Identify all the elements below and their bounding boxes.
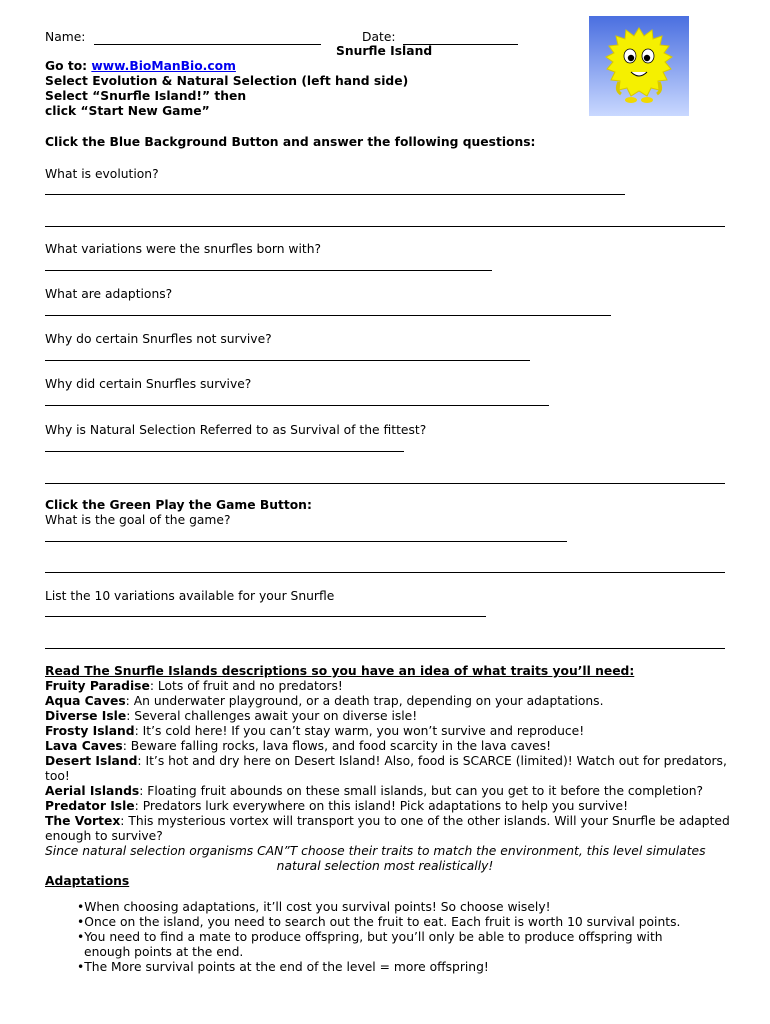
instruction-line-3: Select “Snurfle Island!” then — [45, 89, 247, 103]
island-name: Frosty Island — [45, 724, 135, 738]
answer-line[interactable] — [45, 405, 549, 406]
island-description: : Floating fruit abounds on these small islands, but can you get to it before the completion? — [139, 784, 704, 798]
island-name: Predator Isle — [45, 799, 135, 813]
island-lava-caves — [45, 739, 735, 754]
answer-line[interactable] — [45, 541, 567, 542]
island-description: : Several challenges await your on diverse isle! — [126, 709, 418, 723]
answer-line[interactable] — [45, 194, 625, 195]
island-description: : An underwater playground, or a death trap, depending on your adaptations. — [125, 694, 604, 708]
question-not-survive: Why do certain Snurfles not survive? — [45, 332, 272, 346]
name-blank[interactable] — [94, 44, 321, 45]
island-aqua-caves — [45, 694, 735, 709]
island-desert-island — [45, 754, 735, 784]
island-name: Desert Island — [45, 754, 138, 768]
instruction-line-4: click “Start New Game” — [45, 104, 210, 118]
island-diverse-isle — [45, 709, 735, 724]
answer-line[interactable] — [45, 315, 611, 316]
answer-line[interactable] — [45, 483, 725, 484]
answer-line[interactable] — [45, 572, 725, 573]
name-field-row — [45, 30, 85, 45]
bullet-icon: • — [77, 915, 85, 929]
goto-line — [45, 59, 236, 74]
island-description: : It’s hot and dry here on Desert Island! Also, food is SCARCE (limited)! Watch out for predators, too! — [45, 754, 727, 783]
island-name: Lava Caves — [45, 739, 123, 753]
island-frosty-island — [45, 724, 735, 739]
question-adaptions: What are adaptions? — [45, 287, 173, 301]
date-field-row — [362, 30, 396, 45]
island-aerial-islands — [45, 784, 735, 799]
island-name: Fruity Paradise — [45, 679, 150, 693]
adaptation-bullet: •You need to find a mate to produce offspring, but you’ll only be able to produce offspring with enough points at the end. — [77, 930, 663, 959]
answer-line[interactable] — [45, 616, 486, 617]
answer-line[interactable] — [45, 360, 530, 361]
island-name: The Vortex — [45, 814, 121, 828]
island-description: : Predators lurk everywhere on this island! Pick adaptations to help you survive! — [134, 799, 629, 813]
adaptation-bullet: •When choosing adaptations, it’ll cost you survival points! So choose wisely! — [77, 900, 551, 914]
snurfle-mascot-icon — [589, 16, 689, 116]
island-name: Aqua Caves — [45, 694, 126, 708]
simulation-note-line-1: Since natural selection organisms CAN”T choose their traits to match the environment, this level simulates — [45, 844, 706, 858]
question-survival-fittest: Why is Natural Selection Referred to as Survival of the fittest? — [45, 423, 427, 437]
question-evolution: What is evolution? — [45, 167, 159, 181]
goto-prefix: Go to: — [45, 59, 92, 73]
question-goal: What is the goal of the game? — [45, 513, 231, 527]
answer-line[interactable] — [45, 648, 725, 649]
bullet-icon: • — [77, 900, 85, 914]
adaptations-heading: Adaptations — [45, 874, 130, 888]
island-description: : Lots of fruit and no predators! — [149, 679, 343, 693]
question-did-survive: Why did certain Snurfles survive? — [45, 377, 252, 391]
date-label: Date: — [362, 30, 396, 44]
island-name: Aerial Islands — [45, 784, 140, 798]
island-description: : This mysterious vortex will transport you to one of the other islands. Will your Snurfle be adapted enough to survive? — [45, 814, 730, 843]
question-ten-variations: List the 10 variations available for your Snurfle — [45, 589, 335, 603]
page-title: Snurfle Island — [336, 44, 433, 58]
island-the-vortex — [45, 814, 735, 844]
island-description: : Beware falling rocks, lava flows, and food scarcity in the lava caves! — [122, 739, 552, 753]
bullet-icon: • — [77, 930, 85, 944]
adaptation-bullet: •Once on the island, you need to search out the fruit to eat. Each fruit is worth 10 survival points. — [77, 915, 681, 929]
answer-line[interactable] — [45, 226, 725, 227]
island-fruity-paradise — [45, 679, 735, 694]
biomanbio-link[interactable]: www.BioManBio.com — [91, 59, 236, 73]
simulation-note-line-2: natural selection most realistically! — [276, 859, 494, 873]
island-predator-isle — [45, 799, 735, 814]
islands-heading: Read The Snurfle Islands descriptions so you have an idea of what traits you’ll need: — [45, 664, 635, 678]
island-name: Diverse Isle — [45, 709, 127, 723]
blue-section-heading: Click the Blue Background Button and answer the following questions: — [45, 135, 536, 149]
question-variations-born: What variations were the snurfles born with? — [45, 242, 322, 256]
island-description: : It’s cold here! If you can’t stay warm, you won’t survive and reproduce! — [134, 724, 585, 738]
answer-line[interactable] — [45, 270, 492, 271]
adaptation-bullet: •The More survival points at the end of the level = more offspring! — [77, 960, 489, 974]
instruction-line-2: Select Evolution & Natural Selection (left hand side) — [45, 74, 409, 88]
name-label: Name: — [45, 30, 86, 44]
bullet-icon: • — [77, 960, 85, 974]
green-section-heading: Click the Green Play the Game Button: — [45, 498, 312, 512]
answer-line[interactable] — [45, 451, 404, 452]
